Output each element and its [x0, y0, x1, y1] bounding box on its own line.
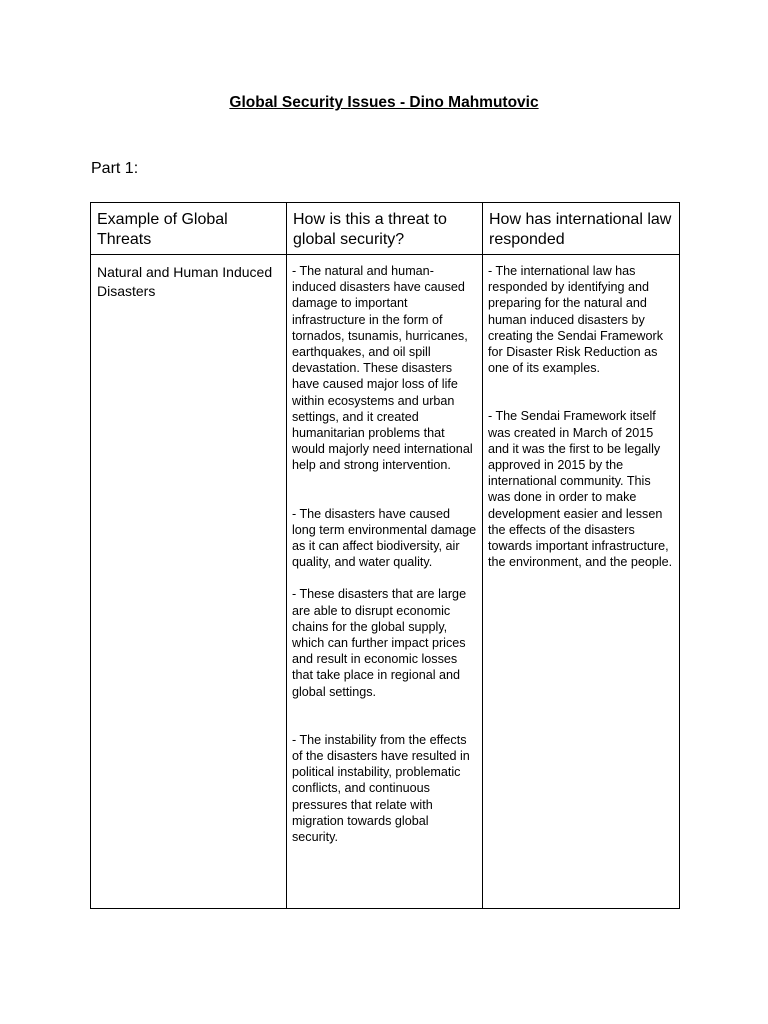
document-title: Global Security Issues - Dino Mahmutovic [229, 94, 539, 111]
table-header-row [91, 203, 680, 255]
table-row [91, 255, 680, 909]
part-label: Part 1: [91, 160, 139, 177]
header-threat: How is this a threat to global security? [287, 203, 483, 255]
law-point: - The Sendai Framework itself was created in March of 2015 and it was the first to be legally approved in 2015 by the international community. This was done in order to make development easier and lessen the effects of the disasters towards important infrastructure, the environment, and the people. [488, 409, 673, 570]
header-law-response: How has international law responded [483, 203, 680, 255]
cell-example [91, 255, 287, 909]
threat-point: - The instability from the effects of the disasters have resulted in political instability, problematic conflicts, and continuous pressures that relate with migration towards global security. [292, 732, 470, 845]
cell-law-response [483, 255, 680, 909]
law-point: - The international law has responded by identifying and preparing for the natural and human induced disasters by creating the Sendai Framework for Disaster Risk Reduction as one of its examples. [488, 264, 663, 376]
threat-point: - The disasters have caused long term environmental damage as it can affect biodiversity, air quality, and water quality. [292, 506, 477, 570]
example-text: Natural and Human Induced Disasters [97, 264, 273, 299]
cell-threat [287, 255, 483, 909]
header-example: Example of Global Threats [91, 203, 287, 255]
global-threats-table [90, 202, 680, 909]
threat-point: - These disasters that are large are able to disrupt economic chains for the global supply, which can further impact prices and result in economic losses that take place in regional and global settings. [292, 587, 467, 699]
threat-point: - The natural and human-induced disasters have caused damage to important infrastructure in the form of tornados, tsunamis, hurricanes, earthquakes, and oil spill devastation. These disasters have caused major loss of life within ecosystems and urban settings, and it created humanitarian problems that would majorly need international help and strong intervention. [292, 264, 473, 473]
